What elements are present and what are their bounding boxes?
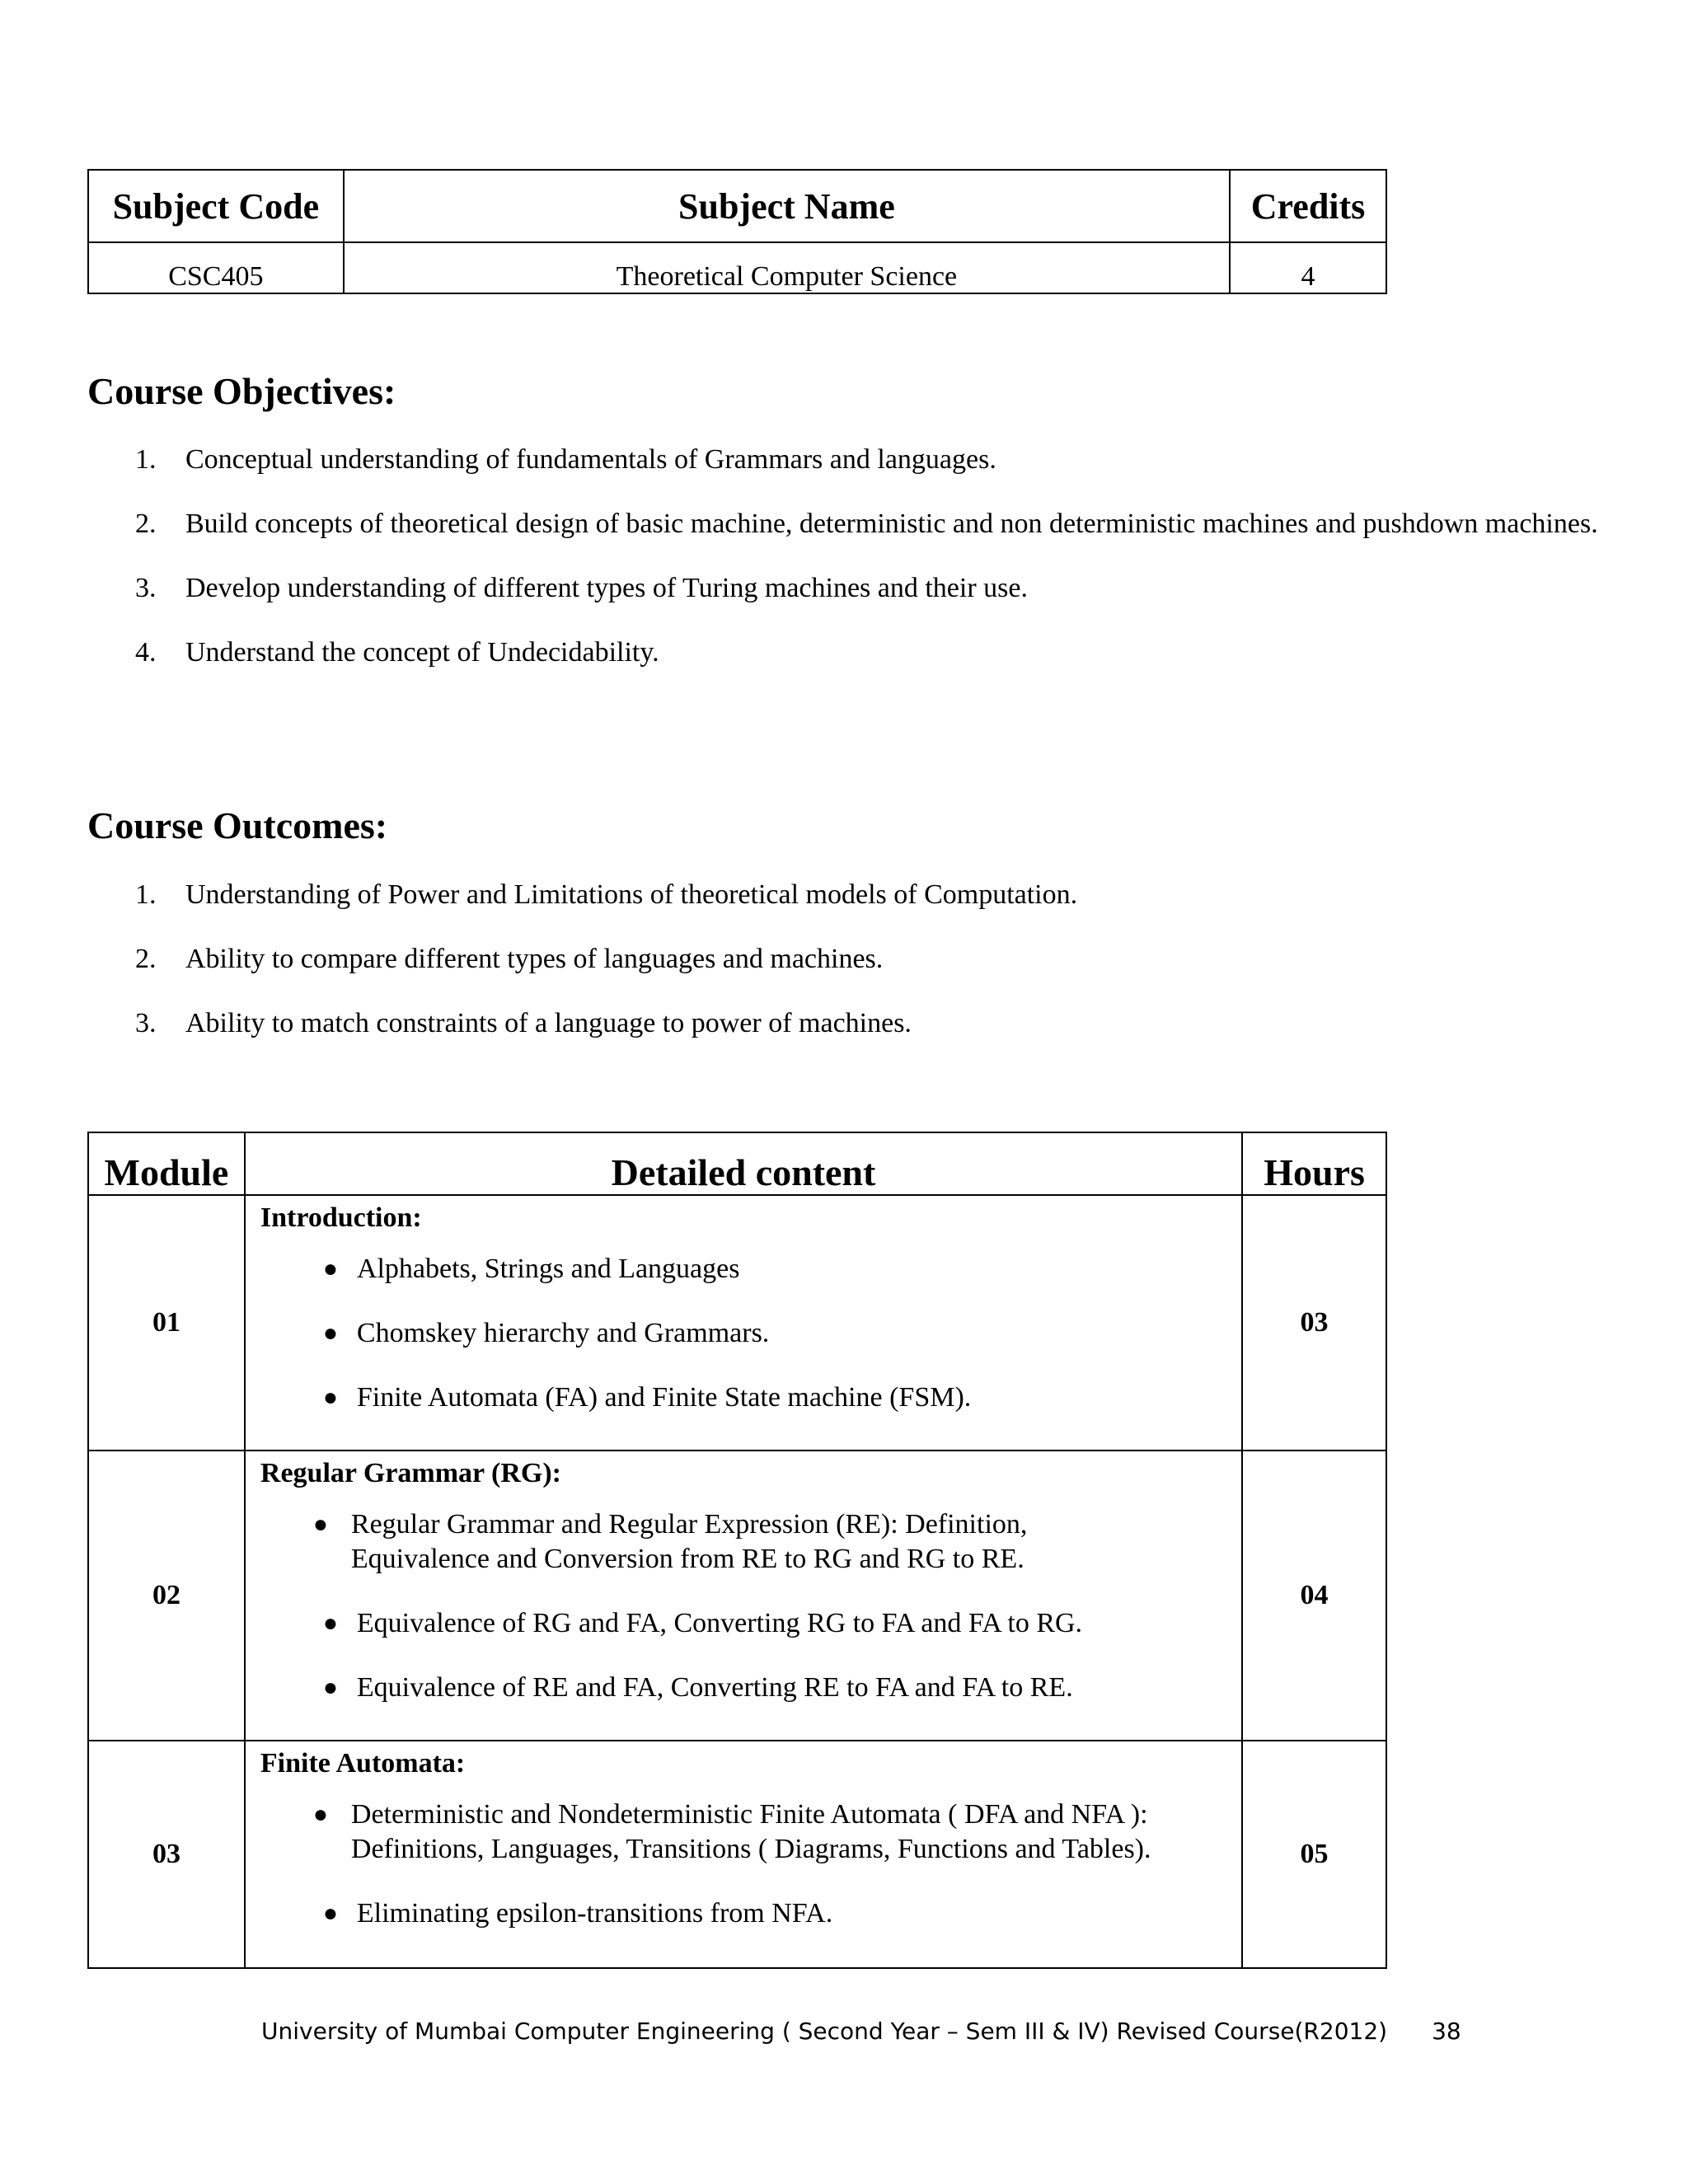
topic-text: Eliminating epsilon-transitions from NFA. xyxy=(356,1898,833,1929)
module-number: 01 xyxy=(88,1195,245,1451)
outcome-text: Ability to match constraints of a language to power of machines. xyxy=(185,1008,912,1038)
objective-item xyxy=(132,634,1599,672)
list-item xyxy=(260,1380,1226,1415)
outcome-text: Ability to compare different types of languages and machines. xyxy=(185,944,884,974)
subject-table-header-row xyxy=(88,170,1386,242)
module-content xyxy=(245,1741,1242,1968)
topic-text: Chomskey hierarchy and Grammars. xyxy=(356,1318,770,1348)
header-hours: Hours xyxy=(1242,1132,1386,1195)
objective-text: Conceptual understanding of fundamentals of Grammars and languages. xyxy=(185,444,996,475)
list-item xyxy=(260,1606,1226,1641)
module-hours: 04 xyxy=(1242,1451,1386,1741)
objective-text: Develop understanding of different types of Turing machines and their use. xyxy=(185,573,1028,603)
module-number: 03 xyxy=(88,1741,245,1968)
header-module: Module xyxy=(88,1132,245,1195)
subject-code: CSC405 xyxy=(88,242,344,293)
objective-number: 4. xyxy=(135,637,157,668)
list-item xyxy=(260,1671,1226,1705)
topic-text: Finite Automata (FA) and Finite State machine (FSM). xyxy=(356,1382,972,1413)
objective-item xyxy=(132,569,1599,607)
subject-table xyxy=(87,169,1387,294)
module-title: Regular Grammar (RG): xyxy=(260,1458,561,1488)
list-item xyxy=(260,1507,1226,1577)
outcomes-title: Course Outcomes: xyxy=(87,804,388,846)
module-row-01 xyxy=(88,1195,1386,1451)
header-detailed-content: Detailed content xyxy=(245,1132,1242,1195)
list-item xyxy=(260,1797,1226,1867)
bullet-icon: ● xyxy=(322,1255,339,1282)
header-subject-name: Subject Name xyxy=(344,170,1230,242)
list-item xyxy=(260,1316,1226,1351)
credits: 4 xyxy=(1230,242,1386,293)
module-content xyxy=(245,1195,1242,1451)
module-topic-list xyxy=(260,1507,1226,1705)
topic-text: Deterministic and Nondeterministic Finite Automata ( DFA and NFA ): Definitions, Languages, Transitions ( Diagrams, Functions and Tables). xyxy=(350,1799,1151,1864)
list-item xyxy=(260,1896,1226,1931)
module-title: Finite Automata: xyxy=(260,1748,466,1779)
bullet-icon: ● xyxy=(312,1511,329,1538)
bullet-icon: ● xyxy=(322,1384,339,1411)
subject-table-row xyxy=(88,242,1386,293)
header-credits: Credits xyxy=(1230,170,1386,242)
module-row-02 xyxy=(88,1451,1386,1741)
module-title: Introduction: xyxy=(260,1202,422,1233)
objective-item xyxy=(132,441,1599,479)
module-row-03 xyxy=(88,1741,1386,1968)
module-table-header-row xyxy=(88,1132,1386,1195)
module-topic-list xyxy=(260,1252,1226,1415)
objective-item xyxy=(132,505,1599,543)
module-hours: 05 xyxy=(1242,1741,1386,1968)
outcome-item xyxy=(132,1005,1599,1043)
objective-text: Build concepts of theoretical design of basic machine, deterministic and non deterministic machines and pushdown machines. xyxy=(185,509,1598,539)
footer-text: University of Mumbai Computer Engineering ( Second Year – Sem III & IV) Revised Course(R2012) xyxy=(261,2018,1388,2045)
module-table xyxy=(87,1132,1387,1969)
bullet-icon: ● xyxy=(322,1674,339,1701)
module-number: 02 xyxy=(88,1451,245,1741)
topic-text: Alphabets, Strings and Languages xyxy=(356,1254,740,1284)
topic-text: Equivalence of RE and FA, Converting RE to FA and FA to RE. xyxy=(356,1672,1073,1703)
topic-text: Equivalence of RG and FA, Converting RG to FA and FA to RG. xyxy=(356,1608,1083,1638)
bullet-icon: ● xyxy=(312,1801,329,1828)
outcome-number: 2. xyxy=(135,944,157,974)
objective-text: Understand the concept of Undecidability. xyxy=(185,637,659,668)
objective-number: 2. xyxy=(135,509,157,539)
header-subject-code: Subject Code xyxy=(88,170,344,242)
objectives-title: Course Objectives: xyxy=(87,370,396,412)
page-number: 38 xyxy=(1432,2018,1461,2045)
page-footer xyxy=(261,2018,1461,2045)
module-topic-list xyxy=(260,1797,1226,1931)
outcome-text: Understanding of Power and Limitations of theoretical models of Computation. xyxy=(185,879,1078,910)
bullet-icon: ● xyxy=(322,1900,339,1927)
outcome-item xyxy=(132,876,1599,914)
list-item xyxy=(260,1252,1226,1286)
topic-text: Regular Grammar and Regular Expression (RE): Definition, Equivalence and Conversion from RE to RG and RG to RE. xyxy=(350,1509,1028,1574)
outcome-number: 1. xyxy=(135,879,157,910)
module-content xyxy=(245,1451,1242,1741)
outcome-item xyxy=(132,940,1599,978)
objective-number: 3. xyxy=(135,573,157,603)
objectives-list xyxy=(132,441,1599,698)
bullet-icon: ● xyxy=(322,1610,339,1637)
subject-name: Theoretical Computer Science xyxy=(344,242,1230,293)
bullet-icon: ● xyxy=(322,1319,339,1347)
module-hours: 03 xyxy=(1242,1195,1386,1451)
outcome-number: 3. xyxy=(135,1008,157,1038)
outcomes-list xyxy=(132,876,1599,1069)
objective-number: 1. xyxy=(135,444,157,475)
